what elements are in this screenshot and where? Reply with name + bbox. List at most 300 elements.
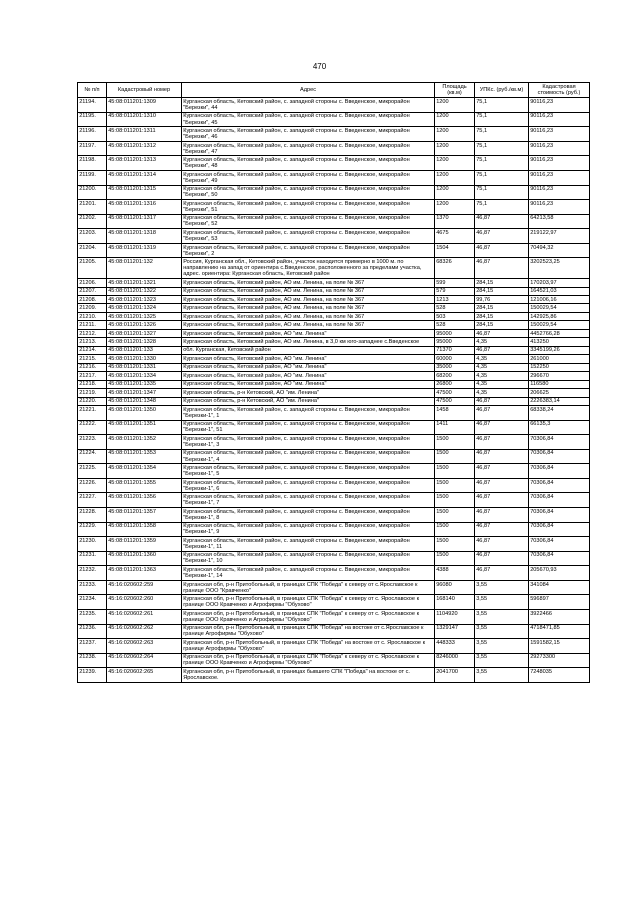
table-row bbox=[78, 639, 590, 654]
cell-cadastral-number: 45:08:011201:1352 bbox=[107, 435, 182, 450]
cell-area: 71370 bbox=[435, 346, 475, 354]
cell-cadastral-number: 45:16:020602:260 bbox=[107, 595, 182, 610]
cell-cadastral-cost: 121006,16 bbox=[529, 295, 590, 303]
cell-number: 21226. bbox=[78, 478, 107, 493]
cell-upks: 46,87 bbox=[475, 243, 529, 258]
cell-cadastral-cost: 1591582,15 bbox=[529, 639, 590, 654]
table-row bbox=[78, 363, 590, 371]
cell-area: 1411 bbox=[435, 420, 475, 435]
table-row bbox=[78, 312, 590, 320]
cell-cadastral-number: 45:08:011201:1318 bbox=[107, 229, 182, 244]
cell-cadastral-number: 45:08:011201:1324 bbox=[107, 304, 182, 312]
cell-upks: 284,15 bbox=[475, 304, 529, 312]
cell-cadastral-cost: 7248035 bbox=[529, 668, 590, 683]
cell-area: 1500 bbox=[435, 522, 475, 537]
table-row bbox=[78, 171, 590, 186]
cell-upks: 46,87 bbox=[475, 214, 529, 229]
cell-cadastral-number: 45:08:011201:1326 bbox=[107, 321, 182, 329]
cell-address: Курганская область, Кетовский район, с. западной стороны с. Введенское, микрорайон "Березки", 46 bbox=[182, 127, 435, 142]
cell-cadastral-cost: 70306,84 bbox=[529, 537, 590, 552]
table-row bbox=[78, 243, 590, 258]
cell-address: Курганская область, р-н Кетовский, АО "им. Ленина" bbox=[182, 397, 435, 405]
cell-area: 1200 bbox=[435, 200, 475, 215]
table-row bbox=[78, 380, 590, 388]
cell-upks: 4,35 bbox=[475, 363, 529, 371]
cell-cadastral-number: 45:16:020602:263 bbox=[107, 639, 182, 654]
cell-cadastral-cost: 66135,3 bbox=[529, 420, 590, 435]
cell-number: 21214. bbox=[78, 346, 107, 354]
table-row bbox=[78, 653, 590, 668]
table-row bbox=[78, 595, 590, 610]
cell-cadastral-cost: 70306,84 bbox=[529, 551, 590, 566]
cell-upks: 46,87 bbox=[475, 229, 529, 244]
cell-number: 21202. bbox=[78, 214, 107, 229]
table-row bbox=[78, 258, 590, 279]
cell-area: 1200 bbox=[435, 185, 475, 200]
cell-cadastral-cost: 206625 bbox=[529, 389, 590, 397]
cell-cadastral-cost: 3202523,25 bbox=[529, 258, 590, 279]
cell-upks: 46,87 bbox=[475, 329, 529, 337]
cell-upks: 75,1 bbox=[475, 185, 529, 200]
cell-cadastral-number: 45:08:011201:132 bbox=[107, 258, 182, 279]
cell-upks: 46,87 bbox=[475, 449, 529, 464]
cell-upks: 46,87 bbox=[475, 478, 529, 493]
cell-address: Курганская область, Кетовский район, АО им. Ленина, в 3,0 км юго-западнее с.Введенское bbox=[182, 338, 435, 346]
cell-number: 21198. bbox=[78, 156, 107, 171]
cell-address: Курганская область, Кетовский район, с. западной стороны с. Введенское, микрорайон "Березки", 44 bbox=[182, 98, 435, 113]
cell-cadastral-number: 45:08:011201:1319 bbox=[107, 243, 182, 258]
cell-number: 21195. bbox=[78, 112, 107, 127]
cell-cadastral-cost: 116580 bbox=[529, 380, 590, 388]
cell-number: 21199. bbox=[78, 171, 107, 186]
table-row bbox=[78, 372, 590, 380]
cell-cadastral-number: 45:08:011201:1315 bbox=[107, 185, 182, 200]
cell-address: Курганская область, Кетовский район, АО им. Ленина, на поле № 367 bbox=[182, 279, 435, 287]
cell-cadastral-number: 45:08:011201:1356 bbox=[107, 493, 182, 508]
cell-cadastral-number: 45:08:011201:1313 bbox=[107, 156, 182, 171]
cell-cadastral-number: 45:16:020602:262 bbox=[107, 624, 182, 639]
cell-area: 1458 bbox=[435, 406, 475, 421]
table-row bbox=[78, 321, 590, 329]
cell-number: 21197. bbox=[78, 141, 107, 156]
cell-cadastral-cost: 150029,54 bbox=[529, 304, 590, 312]
cell-cadastral-cost: 90116,23 bbox=[529, 171, 590, 186]
cell-upks: 3,55 bbox=[475, 624, 529, 639]
table-row bbox=[78, 580, 590, 595]
cell-number: 21204. bbox=[78, 243, 107, 258]
cell-area: 599 bbox=[435, 279, 475, 287]
cell-upks: 46,87 bbox=[475, 406, 529, 421]
cell-address: Курганская область, Кетовский район, с. западной стороны с. Введенское, микрорайон "Березки-1", 51 bbox=[182, 420, 435, 435]
cell-number: 21238. bbox=[78, 653, 107, 668]
cell-number: 21205. bbox=[78, 258, 107, 279]
cell-cadastral-cost: 205670,93 bbox=[529, 566, 590, 581]
cell-cadastral-number: 45:08:011201:1311 bbox=[107, 127, 182, 142]
cell-area: 1500 bbox=[435, 508, 475, 523]
cell-cadastral-cost: 261000 bbox=[529, 355, 590, 363]
cell-number: 21234. bbox=[78, 595, 107, 610]
cell-address: Курганская область, Кетовский район, АО им. Ленина, на поле № 367 bbox=[182, 287, 435, 295]
cell-area: 1200 bbox=[435, 156, 475, 171]
cell-area: 4675 bbox=[435, 229, 475, 244]
cell-number: 21239. bbox=[78, 668, 107, 683]
cell-upks: 46,87 bbox=[475, 522, 529, 537]
cell-area: 528 bbox=[435, 321, 475, 329]
header-row bbox=[78, 83, 590, 98]
table-row bbox=[78, 566, 590, 581]
cell-upks: 46,87 bbox=[475, 551, 529, 566]
cell-cadastral-cost: 152250 bbox=[529, 363, 590, 371]
cell-upks: 284,15 bbox=[475, 312, 529, 320]
table-row bbox=[78, 435, 590, 450]
cell-number: 21230. bbox=[78, 537, 107, 552]
table-row bbox=[78, 141, 590, 156]
cell-upks: 99,76 bbox=[475, 295, 529, 303]
cell-area: 35000 bbox=[435, 363, 475, 371]
cell-cadastral-cost: 170203,97 bbox=[529, 279, 590, 287]
cell-number: 21222. bbox=[78, 420, 107, 435]
table-row bbox=[78, 537, 590, 552]
table-row bbox=[78, 156, 590, 171]
cell-address: Курганская обл, р-н Притобольный, в границах СПК "Победа" на востоке от с.Ярославское к границе Агрофирмы "Обухово" bbox=[182, 624, 435, 639]
cell-upks: 3,55 bbox=[475, 609, 529, 624]
cell-address: Курганская область, Кетовский район, с. западной стороны с. Введенское, микрорайон "Березки", 2 bbox=[182, 243, 435, 258]
header-number: № п/п bbox=[78, 83, 107, 98]
cell-cadastral-cost: 142925,86 bbox=[529, 312, 590, 320]
cell-area: 96080 bbox=[435, 580, 475, 595]
cell-cadastral-number: 45:16:020602:265 bbox=[107, 668, 182, 683]
cell-cadastral-number: 45:08:011201:1357 bbox=[107, 508, 182, 523]
cell-area: 4388 bbox=[435, 566, 475, 581]
cell-area: 68326 bbox=[435, 258, 475, 279]
cell-upks: 3,55 bbox=[475, 595, 529, 610]
table-row bbox=[78, 389, 590, 397]
table-row bbox=[78, 508, 590, 523]
cell-address: Курганская область, Кетовский район, АО им. Ленина, на поле № 367 bbox=[182, 321, 435, 329]
cell-number: 21228. bbox=[78, 508, 107, 523]
cell-cadastral-cost: 70494,32 bbox=[529, 243, 590, 258]
cell-cadastral-cost: 90116,23 bbox=[529, 98, 590, 113]
cell-area: 68200 bbox=[435, 372, 475, 380]
cell-upks: 284,15 bbox=[475, 279, 529, 287]
cell-address: Курганская область, Кетовский район, с. западной стороны с. Введенское, микрорайон "Березки", 47 bbox=[182, 141, 435, 156]
cell-cadastral-number: 45:08:011201:133 bbox=[107, 346, 182, 354]
cell-cadastral-cost: 68338,24 bbox=[529, 406, 590, 421]
cell-address: Курганская область, Кетовский район, с. западной стороны с. Введенское, микрорайон "Березки-1", 9 bbox=[182, 522, 435, 537]
table-row bbox=[78, 668, 590, 683]
cell-number: 21237. bbox=[78, 639, 107, 654]
cell-area: 95000 bbox=[435, 329, 475, 337]
cell-address: Курганская область, Кетовский район, АО "им. Ленина" bbox=[182, 380, 435, 388]
cell-address: Курганская область, Кетовский район, АО им. Ленина, на поле № 367 bbox=[182, 304, 435, 312]
cell-address: Курганская область, Кетовский район, с. западной стороны с. Введенское, микрорайон "Березки-1", 7 bbox=[182, 493, 435, 508]
cell-cadastral-cost: 150029,54 bbox=[529, 321, 590, 329]
cell-cadastral-cost: 3922466 bbox=[529, 609, 590, 624]
cell-cadastral-cost: 64213,58 bbox=[529, 214, 590, 229]
cell-address: Курганская область, Кетовский район, с. западной стороны с. Введенское, микрорайон "Березки", 48 bbox=[182, 156, 435, 171]
table-row bbox=[78, 406, 590, 421]
cell-cadastral-cost: 70306,84 bbox=[529, 493, 590, 508]
cell-area: 1500 bbox=[435, 493, 475, 508]
cell-number: 21207. bbox=[78, 287, 107, 295]
page-number: 470 bbox=[312, 62, 327, 71]
cell-upks: 3,55 bbox=[475, 668, 529, 683]
cell-area: 8246000 bbox=[435, 653, 475, 668]
cell-number: 21212. bbox=[78, 329, 107, 337]
table-row bbox=[78, 493, 590, 508]
cell-number: 21225. bbox=[78, 464, 107, 479]
table-row bbox=[78, 355, 590, 363]
cell-number: 21224. bbox=[78, 449, 107, 464]
cell-area: 1500 bbox=[435, 464, 475, 479]
cell-number: 21232. bbox=[78, 566, 107, 581]
cell-number: 21203. bbox=[78, 229, 107, 244]
cell-address: Курганская обл, р-н Притобольный, в границах СПК "Победа" к северу от с. Ярославское к границе ООО Кравченко и Агрофирмы "Обухово" bbox=[182, 609, 435, 624]
cell-address: Курганская область, Кетовский район, с. западной стороны с. Введенское, микрорайон "Березки-1", 4 bbox=[182, 449, 435, 464]
cell-address: Курганская область, Кетовский район, с. западной стороны с. Введенское, микрорайон "Березки-1", 1 bbox=[182, 406, 435, 421]
cell-upks: 4,35 bbox=[475, 372, 529, 380]
cell-area: 528 bbox=[435, 304, 475, 312]
cell-area: 1500 bbox=[435, 449, 475, 464]
cell-number: 21215. bbox=[78, 355, 107, 363]
cell-area: 1200 bbox=[435, 171, 475, 186]
table-row bbox=[78, 522, 590, 537]
cell-cadastral-number: 45:08:011201:1358 bbox=[107, 522, 182, 537]
cell-cadastral-cost: 70306,84 bbox=[529, 449, 590, 464]
header-cadastral-cost: Кадастровая стоимость (руб.) bbox=[529, 83, 590, 98]
table-row bbox=[78, 295, 590, 303]
header-upks: УПКс. (руб./кв.м) bbox=[475, 83, 529, 98]
cell-address: Курганская область, Кетовский район, АО им. Ленина, на поле № 367 bbox=[182, 295, 435, 303]
cell-area: 1500 bbox=[435, 551, 475, 566]
cell-address: Курганская область, Кетовский район, с. западной стороны с. Введенское, микрорайон "Березки", 51 bbox=[182, 200, 435, 215]
header-address: Адрес bbox=[182, 83, 435, 98]
cell-cadastral-number: 45:08:011201:1312 bbox=[107, 141, 182, 156]
cell-area: 2041700 bbox=[435, 668, 475, 683]
cell-number: 21223. bbox=[78, 435, 107, 450]
cell-cadastral-number: 45:08:011201:1355 bbox=[107, 478, 182, 493]
cell-number: 21217. bbox=[78, 372, 107, 380]
table-row bbox=[78, 478, 590, 493]
cell-cadastral-cost: 70306,84 bbox=[529, 522, 590, 537]
cell-cadastral-cost: 90116,23 bbox=[529, 141, 590, 156]
cell-cadastral-cost: 90116,23 bbox=[529, 185, 590, 200]
cell-cadastral-cost: 4452766,28 bbox=[529, 329, 590, 337]
cell-address: Курганская область, Кетовский район, с. западной стороны с. Введенское, микрорайон "Березки-1", 10 bbox=[182, 551, 435, 566]
cell-address: Курганская область, Кетовский район, АО "им. Ленина" bbox=[182, 355, 435, 363]
cell-area: 1329147 bbox=[435, 624, 475, 639]
cell-address: обл. Курганская, Кетовский район bbox=[182, 346, 435, 354]
table-row bbox=[78, 304, 590, 312]
cell-cadastral-cost: 164521,03 bbox=[529, 287, 590, 295]
cell-number: 21221. bbox=[78, 406, 107, 421]
cell-cadastral-number: 45:08:011201:1348 bbox=[107, 397, 182, 405]
cell-number: 21235. bbox=[78, 609, 107, 624]
table-row bbox=[78, 200, 590, 215]
cell-upks: 46,87 bbox=[475, 566, 529, 581]
cell-address: Курганская обл, р-н Притобольный, в границах СПК "Победа" на востоке от с. Ярославское к границе Агрофирмы "Обухово" bbox=[182, 639, 435, 654]
cell-address: Курганская область, Кетовский район, с. западной стороны с. Введенское, микрорайон "Березки", 49 bbox=[182, 171, 435, 186]
cell-upks: 46,87 bbox=[475, 493, 529, 508]
table-row bbox=[78, 420, 590, 435]
cell-address: Курганская область, р-н Кетовский, АО "им. Ленина" bbox=[182, 389, 435, 397]
table-header bbox=[78, 83, 590, 98]
cell-number: 21209. bbox=[78, 304, 107, 312]
cell-upks: 46,87 bbox=[475, 397, 529, 405]
cell-cadastral-number: 45:08:011201:1316 bbox=[107, 200, 182, 215]
cell-number: 21218. bbox=[78, 380, 107, 388]
cell-cadastral-cost: 90116,23 bbox=[529, 127, 590, 142]
table-row bbox=[78, 185, 590, 200]
cell-cadastral-cost: 90116,23 bbox=[529, 112, 590, 127]
cell-area: 26800 bbox=[435, 380, 475, 388]
cell-cadastral-number: 45:08:011201:1351 bbox=[107, 420, 182, 435]
table-row bbox=[78, 229, 590, 244]
cell-cadastral-cost: 90116,23 bbox=[529, 156, 590, 171]
cell-upks: 284,15 bbox=[475, 321, 529, 329]
cell-upks: 46,87 bbox=[475, 537, 529, 552]
cell-upks: 3,55 bbox=[475, 639, 529, 654]
cell-cadastral-number: 45:08:011201:1317 bbox=[107, 214, 182, 229]
cell-cadastral-number: 45:08:011201:1334 bbox=[107, 372, 182, 380]
header-area: Площадь (кв.м) bbox=[435, 83, 475, 98]
cell-upks: 4,35 bbox=[475, 355, 529, 363]
cell-cadastral-number: 45:08:011201:1359 bbox=[107, 537, 182, 552]
cell-upks: 284,15 bbox=[475, 287, 529, 295]
cell-cadastral-cost: 3345199,26 bbox=[529, 346, 590, 354]
cell-number: 21227. bbox=[78, 493, 107, 508]
cell-cadastral-cost: 70306,84 bbox=[529, 435, 590, 450]
cell-cadastral-number: 45:08:011201:1354 bbox=[107, 464, 182, 479]
cell-number: 21194. bbox=[78, 98, 107, 113]
table-row bbox=[78, 464, 590, 479]
cell-cadastral-number: 45:08:011201:1327 bbox=[107, 329, 182, 337]
cell-upks: 75,1 bbox=[475, 141, 529, 156]
cell-cadastral-number: 45:08:011201:1323 bbox=[107, 295, 182, 303]
cell-cadastral-number: 45:08:011201:1331 bbox=[107, 363, 182, 371]
cell-number: 21231. bbox=[78, 551, 107, 566]
cell-upks: 75,1 bbox=[475, 156, 529, 171]
cell-cadastral-number: 45:08:011201:1330 bbox=[107, 355, 182, 363]
cell-area: 95000 bbox=[435, 338, 475, 346]
cell-upks: 46,87 bbox=[475, 258, 529, 279]
cell-number: 21196. bbox=[78, 127, 107, 142]
table-row bbox=[78, 346, 590, 354]
cell-cadastral-cost: 70306,84 bbox=[529, 508, 590, 523]
cell-cadastral-number: 45:08:011201:1353 bbox=[107, 449, 182, 464]
cell-upks: 4,35 bbox=[475, 380, 529, 388]
cell-address: Курганская область, Кетовский район, АО "им. Ленина" bbox=[182, 372, 435, 380]
table-row bbox=[78, 624, 590, 639]
cell-cadastral-number: 45:08:011201:1325 bbox=[107, 312, 182, 320]
cell-area: 1200 bbox=[435, 98, 475, 113]
cell-address: Курганская область, Кетовский район, с. западной стороны с. Введенское, микрорайон "Березки-1", 11 bbox=[182, 537, 435, 552]
cell-area: 1200 bbox=[435, 141, 475, 156]
cell-cadastral-cost: 341084 bbox=[529, 580, 590, 595]
cell-address: Курганская обл, р-н Притобольный, в границах СПК "Победа" к северу от с. Ярославское к границе ООО Кравченко и Агрофирмы "Обухово" bbox=[182, 595, 435, 610]
table-row bbox=[78, 98, 590, 113]
cell-area: 1200 bbox=[435, 127, 475, 142]
cell-cadastral-cost: 413250 bbox=[529, 338, 590, 346]
cell-number: 21216. bbox=[78, 363, 107, 371]
table-row bbox=[78, 609, 590, 624]
table-row bbox=[78, 279, 590, 287]
cell-cadastral-cost: 2226383,14 bbox=[529, 397, 590, 405]
cell-area: 1500 bbox=[435, 478, 475, 493]
table-row bbox=[78, 329, 590, 337]
cell-cadastral-cost: 4718471,85 bbox=[529, 624, 590, 639]
cell-address: Курганская область, Кетовский район, с. западной стороны с. Введенское, микрорайон "Березки", 53 bbox=[182, 229, 435, 244]
cell-address: Курганская область, Кетовский район, с. западной стороны с. Введенское, микрорайон "Березки-1", 5 bbox=[182, 464, 435, 479]
cell-area: 1500 bbox=[435, 435, 475, 450]
cell-number: 21208. bbox=[78, 295, 107, 303]
cell-number: 21219. bbox=[78, 389, 107, 397]
header-cadastral-number: Кадастровый номер bbox=[107, 83, 182, 98]
cell-cadastral-number: 45:08:011201:1314 bbox=[107, 171, 182, 186]
cell-number: 21233. bbox=[78, 580, 107, 595]
cell-area: 1500 bbox=[435, 537, 475, 552]
cell-cadastral-cost: 70306,84 bbox=[529, 464, 590, 479]
cell-area: 579 bbox=[435, 287, 475, 295]
cell-upks: 3,55 bbox=[475, 653, 529, 668]
cell-area: 1104920 bbox=[435, 609, 475, 624]
cell-upks: 4,35 bbox=[475, 389, 529, 397]
cell-number: 21206. bbox=[78, 279, 107, 287]
cell-cadastral-number: 45:08:011201:1350 bbox=[107, 406, 182, 421]
table-row bbox=[78, 449, 590, 464]
cell-area: 47500 bbox=[435, 389, 475, 397]
cell-area: 448333 bbox=[435, 639, 475, 654]
cell-area: 1370 bbox=[435, 214, 475, 229]
cell-address: Курганская область, Кетовский район, с. западной стороны с. Введенское, микрорайон "Березки-1", 3 bbox=[182, 435, 435, 450]
cell-area: 1200 bbox=[435, 112, 475, 127]
table-row bbox=[78, 551, 590, 566]
cell-number: 21200. bbox=[78, 185, 107, 200]
cadastral-registry-table bbox=[77, 82, 590, 683]
cell-upks: 3,55 bbox=[475, 580, 529, 595]
table-body bbox=[78, 98, 590, 683]
cell-address: Курганская обл, р-н Притобольный, в границах бывшего СПК "Победа" на востоке от с. Ярославское. bbox=[182, 668, 435, 683]
cell-address: Курганская область, Кетовский район, с. западной стороны с. Введенское, микрорайон "Березки", 50 bbox=[182, 185, 435, 200]
table-row bbox=[78, 127, 590, 142]
cell-address: Россия, Курганская обл., Кетовский район, участок находится примерно в 1000 м. по направлению на запад от ориентира с.Введенское, расположенного за пределами участка, адрес. ориентира: Курганская область, Кетовский район bbox=[182, 258, 435, 279]
cell-address: Курганская область, Кетовский район, с. западной стороны с. Введенское, микрорайон "Березки-1", 14 bbox=[182, 566, 435, 581]
cell-cadastral-number: 45:16:020602:261 bbox=[107, 609, 182, 624]
table-row bbox=[78, 397, 590, 405]
table-row bbox=[78, 338, 590, 346]
cell-address: Курганская обл, р-н Притобольный, в границах СПК "Победа" к северу от с. Ярославское к границе ООО Кравченко и Агрофирмы "Обухово" bbox=[182, 653, 435, 668]
cell-area: 47500 bbox=[435, 397, 475, 405]
cell-address: Курганская область, Кетовский район, АО "им. Ленина" bbox=[182, 329, 435, 337]
cell-number: 21220. bbox=[78, 397, 107, 405]
cell-cadastral-number: 45:16:020602:259 bbox=[107, 580, 182, 595]
cell-upks: 46,87 bbox=[475, 464, 529, 479]
cell-cadastral-number: 45:08:011201:1328 bbox=[107, 338, 182, 346]
cell-cadastral-number: 45:08:011201:1321 bbox=[107, 279, 182, 287]
cell-cadastral-cost: 29273300 bbox=[529, 653, 590, 668]
table-row bbox=[78, 287, 590, 295]
cell-cadastral-cost: 596897 bbox=[529, 595, 590, 610]
cell-address: Курганская область, Кетовский район, АО "им. Ленина" bbox=[182, 363, 435, 371]
cell-cadastral-number: 45:08:011201:1310 bbox=[107, 112, 182, 127]
cell-number: 21201. bbox=[78, 200, 107, 215]
cell-cadastral-number: 45:08:011201:1347 bbox=[107, 389, 182, 397]
cell-upks: 46,87 bbox=[475, 435, 529, 450]
cell-address: Курганская область, Кетовский район, с. западной стороны с. Введенское, микрорайон "Березки", 52 bbox=[182, 214, 435, 229]
cell-area: 168140 bbox=[435, 595, 475, 610]
cell-area: 60000 bbox=[435, 355, 475, 363]
cell-area: 503 bbox=[435, 312, 475, 320]
